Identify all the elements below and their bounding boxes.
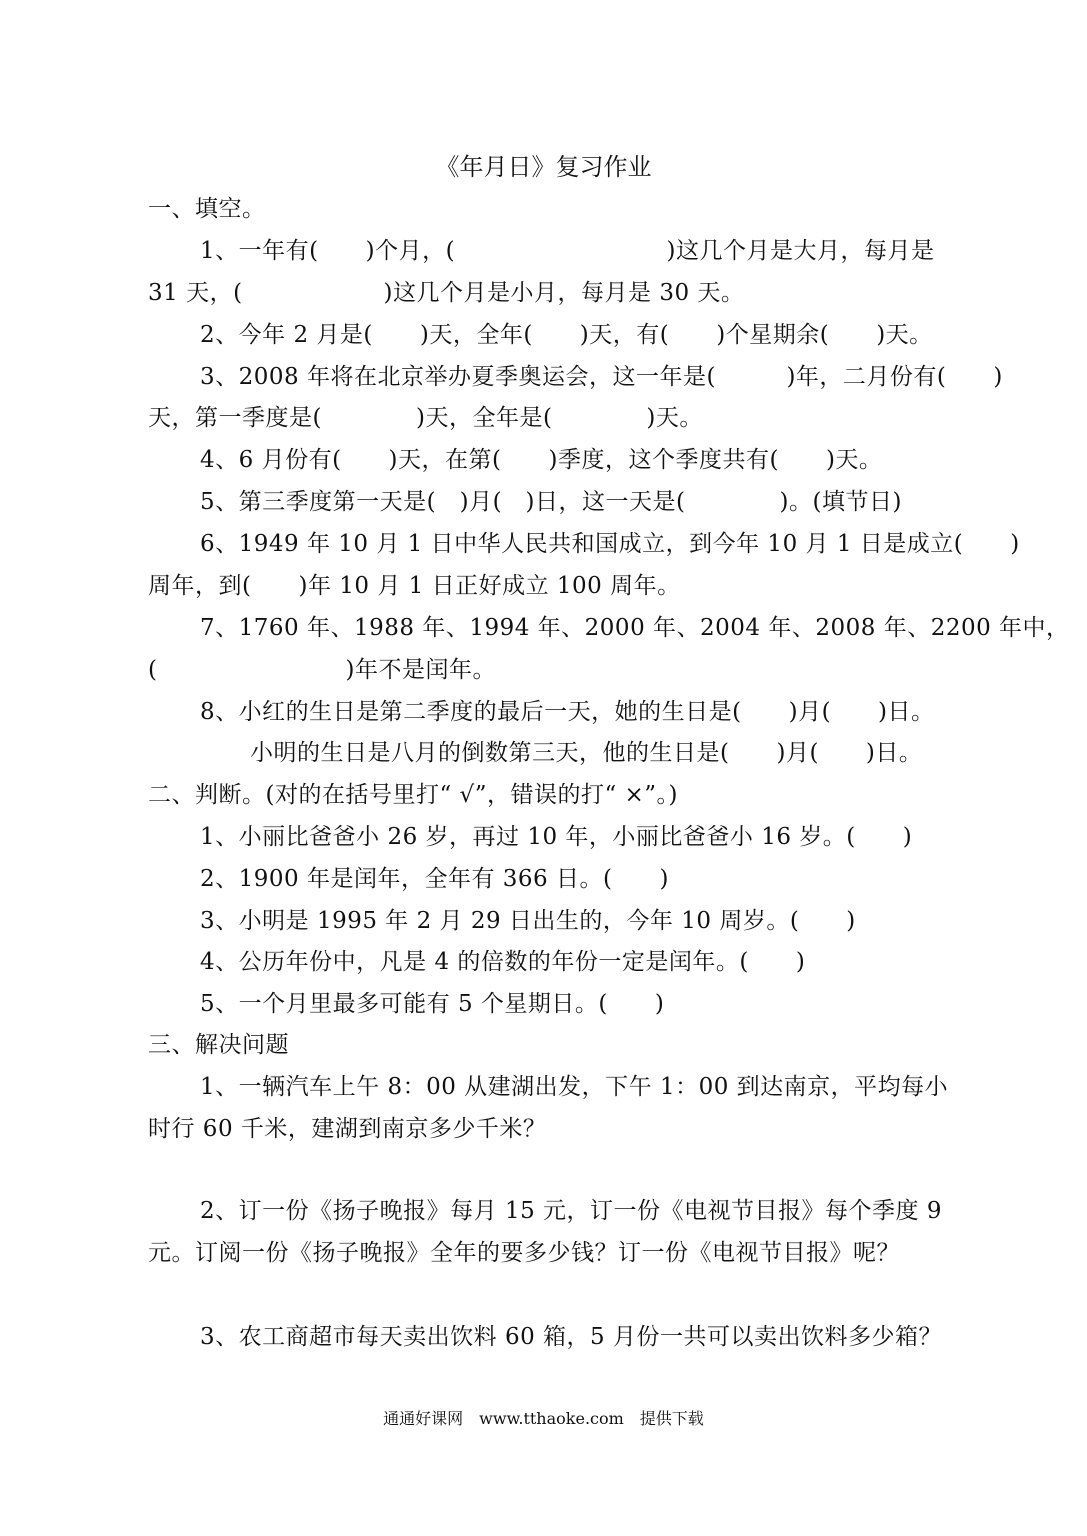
question-line: 7、1760 年、1988 年、1994 年、2000 年、2004 年、2008 年、2200 年中， <box>200 615 1070 641</box>
question-line: 1、小丽比爸爸小 26 岁，再过 10 年，小丽比爸爸小 16 岁。( ) <box>200 824 913 850</box>
question-line: 2、今年 2 月是( )天，全年( )天，有( )个星期余( )天。 <box>200 322 933 348</box>
question-line: 周年，到( )年 10 月 1 日正好成立 100 周年。 <box>148 573 681 599</box>
question-line: 3、农工商超市每天卖出饮料 60 箱，5 月份一共可以卖出饮料多少箱？ <box>200 1324 942 1350</box>
question-line: 5、第三季度第一天是( )月( )日，这一天是( )。(填节日) <box>200 489 902 515</box>
section-heading-solve: 三、解决问题 <box>148 1032 289 1058</box>
question-line: ( )年不是闰年。 <box>148 657 496 683</box>
question-line: 1、一年有( )个月，( )这几个月是大月，每月是 <box>200 238 935 264</box>
question-line: 1、一辆汽车上午 8：00 从建湖出发，下午 1：00 到达南京，平均每小 <box>200 1074 949 1100</box>
question-line: 2、1900 年是闰年，全年有 366 日。( ) <box>200 866 669 892</box>
question-line: 元。订阅一份《扬子晚报》全年的要多少钱？订一份《电视节目报》呢？ <box>148 1240 900 1266</box>
page-title: 《年月日》复习作业 <box>435 153 652 181</box>
question-line: 3、小明是 1995 年 2 月 29 日出生的，今年 10 周岁。( ) <box>200 908 856 934</box>
question-line: 2、订一份《扬子晚报》每月 15 元，订一份《电视节目报》每个季度 9 <box>200 1198 942 1224</box>
section-heading-judge: 二、判断。(对的在括号里打“ √”，错误的打“ ×”。) <box>148 782 679 808</box>
question-line: 4、公历年份中，凡是 4 的倍数的年份一定是闰年。( ) <box>200 949 806 975</box>
question-line: 5、一个月里最多可能有 5 个星期日。( ) <box>200 991 665 1017</box>
question-line: 天，第一季度是( )天，全年是( )天。 <box>148 405 703 431</box>
question-line: 4、6 月份有( )天，在第( )季度，这个季度共有( )天。 <box>200 447 883 473</box>
footer-source: 通通好课网 www.tthaoke.com 提供下载 <box>383 1409 704 1428</box>
section-heading-fill-blank: 一、填空。 <box>148 196 266 222</box>
question-line: 3、2008 年将在北京举办夏季奥运会，这一年是( )年，二月份有( ) <box>200 364 1003 390</box>
question-line: 8、小红的生日是第二季度的最后一天，她的生日是( )月( )日。 <box>200 699 935 725</box>
question-line: 6、1949 年 10 月 1 日中华人民共和国成立，到今年 10 月 1 日是成立( ) <box>200 531 1020 557</box>
question-line: 小明的生日是八月的倒数第三天，他的生日是( )月( )日。 <box>250 740 923 766</box>
question-line: 时行 60 千米，建湖到南京多少千米？ <box>148 1116 547 1142</box>
question-line: 31 天，( )这几个月是小月，每月是 30 天。 <box>148 280 745 306</box>
